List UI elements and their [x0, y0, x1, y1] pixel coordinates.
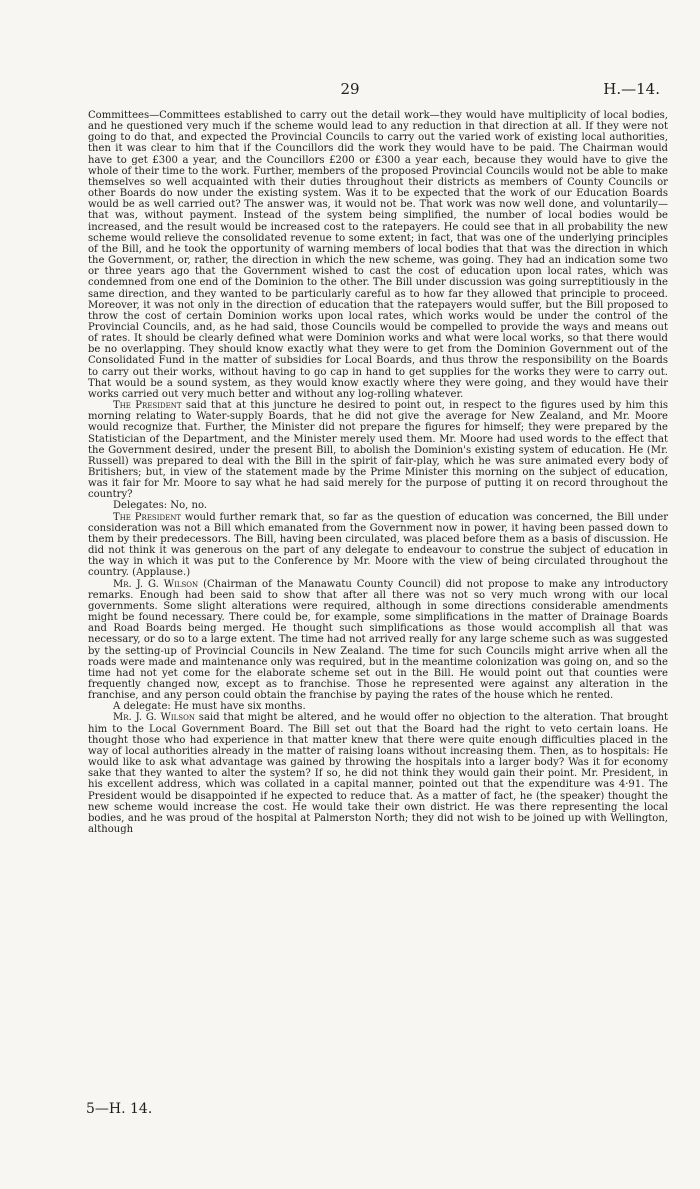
paragraph-text: said that might be altered, and he would offer no objection to the alteration. That brought him to the Local Government Board. The Bill set out that the Board had the right to veto certain loans. He thought those who had experience in that matter knew that there were quite enough difficulties placed in the way of local authorities already in the matter of raising loans without increasing them. Then, as to hospitals: He would like to ask what advantage was gained by throwing the hospitals into a larger body? Was it for economy sake that they wanted to alter the system? If so, he did not think they would gain their point. Mr. President, in his excellent address, which was collated in a capital manner, pointed out that the expenditure was 4·91. The President would be disappointed if he expected to reduce that. As a matter of fact, he (the speaker) thought the new scheme would increase the cost. He would take their own district. He was there representing the local bodies, and he was proud of the hospital at Palmerston North; they did not wish to be joined up with Wellington, although [88, 712, 668, 835]
page-number: 29 [340, 80, 360, 98]
paragraph [88, 579, 668, 702]
paragraph [88, 712, 668, 835]
paragraph [88, 400, 668, 500]
paragraph [88, 701, 668, 712]
paragraph [88, 500, 668, 511]
paragraph-text: said that at this juncture he desired to point out, in respect to the figures used by him this morning relating to Water-supply Boards, that he did not give the average for New Zealand, and Mr. Moore would recognize that. Further, the Minister did not prepare the figures for himself; they were prepared by the Statistician of the Department, and the Minister merely used them. Mr. Moore had used words to the effect that the Government desired, under the present Bill, to abolish the Dominion's existing system of education. He (Mr. Russell) was prepared to deal with the Bill in the spirit of fair-play, which he was sure animated every body of Britishers; but, in view of the statement made by the Prime Minister this morning on the subject of education, was it fair for Mr. Moore to say what he had said merely for the purpose of putting it on record throughout the country? [88, 400, 669, 501]
body-text [88, 110, 668, 835]
document-reference: H.—14. [603, 80, 660, 98]
paragraph-text: Committees—Committees established to carry out the detail work—they would have multiplicity of local bodies, and he questioned very much if the scheme would lead to any reduction in that direction at all. If they were not going to do that, and expected the Provincial Councils to carry out the varied work of existing local authorities, then it was clear to him that if the Councillors did the work they would have to be paid. The Chairman would have to get £300 a year, and the Councillors £200 or £300 a year each, because they would have to give the whole of their time to the work. Further, members of the proposed Provincial Councils would not be able to make themselves so well acquainted with their duties throughout their districts as members of County Councils or other Boards do now under the existing system. Was it to be expected that the work of our Education Boards would be as well carried out? The answer was, it would not be. That work was now well done, and voluntarily—that was, without payment. Instead of the system being simplified, the number of local bodies would be increased, and the result would be increased cost to the ratepayers. He could see that in all probability the new scheme would relieve the consolidated revenue to some extent; in fact, that was one of the underlying principles of the Bill, and he took the opportunity of warning members of local bodies that that was the direction in which the Government, or, rather, the direction in which the new scheme, was going. They had an indication some two or three years ago that the Government wished to cast the cost of education upon local rates, which was condemned from one end of the Dominion to the other. The Bill under discussion was going surreptitiously in the same direction, and they wanted to be particularly careful as to how far they allowed that principle to proceed. Moreover, it was not only in the direction of education that the ratepayers would suffer, but the Bill proposed to throw the cost of certain Dominion works upon local rates, which works would be under the control of the Provincial Councils, and, as he had said, those Councils would be compelled to provide the ways and means out of rates. It should be clearly defined what were Dominion works and what were local works, so that there would be no overlapping. They should know exactly what they were to get from the Dominion Government out of the Consolidated Fund in the matter of subsidies for Local Boards, and thus throw the responsibility on the Boards to carry out their works, without having to go cap in hand to get supplies for the works they were to carry out. That would be a sound system, as they would know exactly where they were going, and they would have their works carried out very much better and without any log-rolling whatever. [88, 110, 668, 400]
paragraph-text: would further remark that, so far as the question of education was concerned, the Bill under consideration was not a Bill which emanated from the Government now in power, it having been passed down to them by their predecessors. The Bill, having been circulated, was placed before them as a basis of discussion. He did not think it was generous on the part of any delegate to endeavour to construe the subject of education in the way in which it was put to the Conference by Mr. Moore with the view of being circulated throughout the country. (Applause.) [88, 511, 668, 579]
paragraph [88, 512, 668, 579]
paragraph-text: A delegate: He must have six months. [113, 701, 306, 713]
speaker-name: The President [113, 400, 182, 412]
paragraph-text: Delegates: No, no. [113, 500, 208, 512]
paragraph [88, 110, 668, 400]
speaker-name: The President [113, 511, 182, 523]
footer-signature: 5—H. 14. [86, 1101, 153, 1117]
paragraph-text: (Chairman of the Manawatu County Council) did not propose to make any introductory remarks. Enough had been said to show that after all there was not so very much wrong with our local governments. Some slight alterations were required, although in some directions considerable amendments might be found necessary. There could be, for example, some simplifications in the matter of Drainage Boards and Road Boards being merged. He thought such simplifications as those would accomplish all that was necessary, or do so to a large extent. The time had not arrived really for any large scheme such as was suggested by the setting-up of Provincial Councils in New Zealand. The time for such Councils might arrive when all the roads were made and maintenance only was required, but in the meantime colonization was going on, and so the time had not yet come for the elaborate scheme set out in the Bill. He would point out that counties were frequently changed now, except as to franchise. Those he represented were against any alteration in the franchise, and any person could obtain the franchise by paying the rates of the house which he rented. [88, 578, 668, 702]
speaker-name: Mr. J. G. Wilson [113, 712, 195, 724]
speaker-name: Mr. J. G. Wilson [113, 578, 199, 590]
